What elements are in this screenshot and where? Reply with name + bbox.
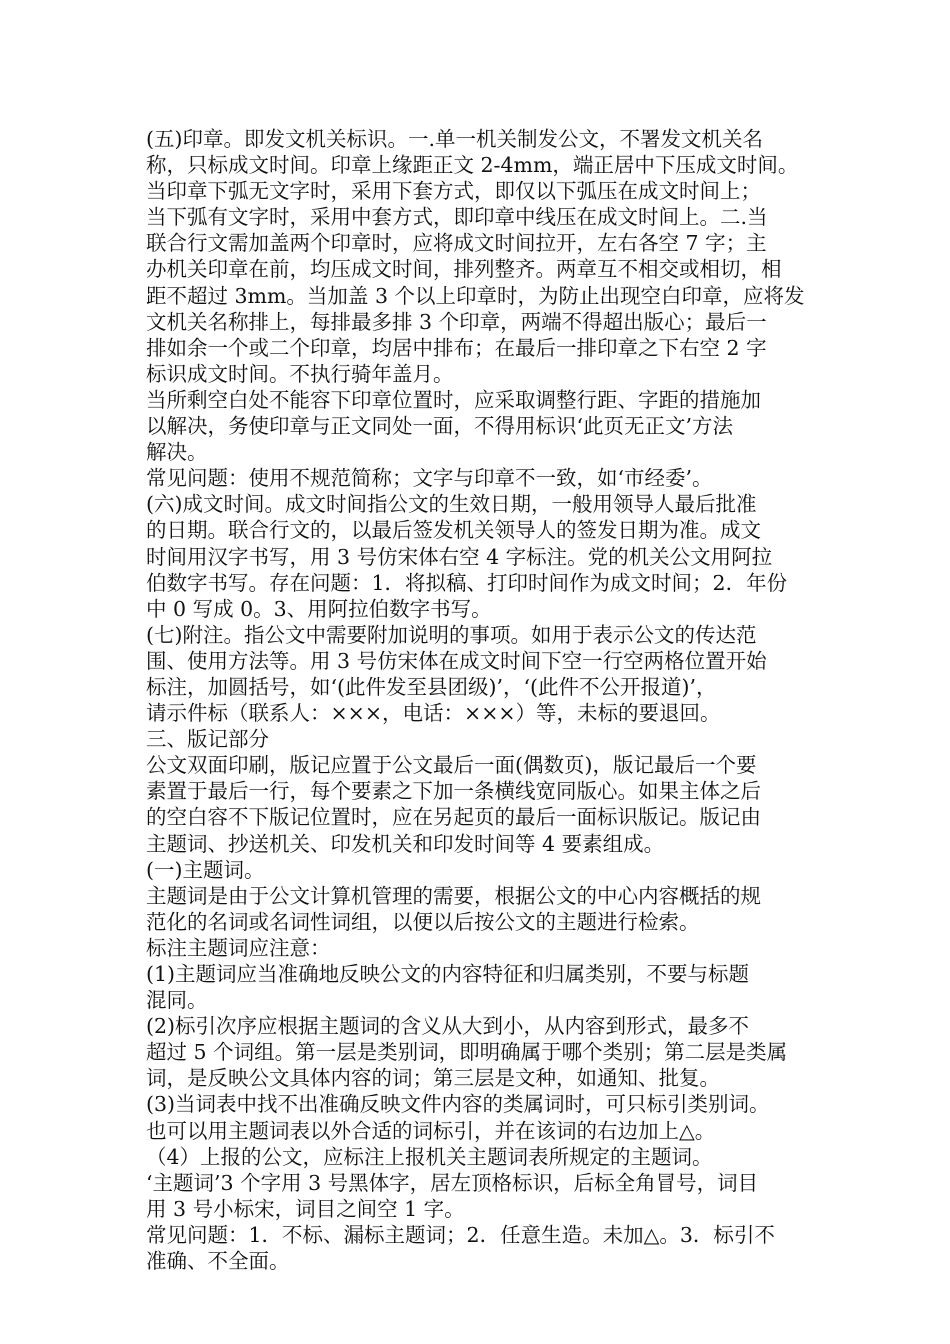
text-line: (七)附注。指公文中需要附加说明的事项。如用于表示公文的传达范 [146, 622, 757, 647]
text-line: 围、使用方法等。用 3 号仿宋体在成文时间下空一行空两格位置开始 [146, 648, 767, 673]
text-line: 办机关印章在前，均压成文时间，排列整齐。两章互不相交或相切，相 [146, 257, 782, 282]
text-line: 混同。 [146, 988, 208, 1013]
text-line: 解决。 [146, 440, 208, 465]
text-line: (3)当词表中找不出准确反映文件内容的类属词时，可只标引类别词。 [146, 1092, 770, 1117]
text-line: 三、版记部分 [146, 727, 269, 752]
text-line: 常见问题：使用不规范简称；文字与印章不一致，如‘市经委’。 [146, 466, 713, 491]
text-line: 主题词、抄送机关、印发机关和印发时间等 4 要素组成。 [146, 831, 665, 856]
text-line: 标注主题词应注意： [146, 935, 331, 960]
text-line: 也可以用主题词表以外合适的词标引，并在该词的右边加上△。 [146, 1118, 716, 1143]
text-line: ‘主题词’3 个字用 3 号黑体字，居左顶格标识，后标全角冒号，词目 [146, 1170, 759, 1195]
text-line: 标识成文时间。不执行骑年盖月。 [146, 361, 454, 386]
text-line: 词，是反映公文具体内容的词；第三层是文种，如通知、批复。 [146, 1066, 720, 1091]
text-line: 当所剩空白处不能容下印章位置时，应采取调整行距、字距的措施加 [146, 387, 761, 412]
text-line: (2)标引次序应根据主题词的含义从大到小，从内容到形式，最多不 [146, 1014, 750, 1039]
text-line: 文机关名称排上，每排最多排 3 个印章，两端不得超出版心；最后一 [146, 309, 767, 334]
text-line: 排如余一个或二个印章，均居中排布；在最后一排印章之下右空 2 字 [146, 335, 767, 360]
text-line: 距不超过 3mm。当加盖 3 个以上印章时，为防止出现空白印章，应将发 [146, 283, 805, 308]
text-line: 时间用汉字书写，用 3 号仿宋体右空 4 字标注。党的机关公文用阿拉 [146, 544, 773, 569]
text-line: 常见问题：1．不标、漏标主题词；2．任意生造。未加△。3．标引不 [146, 1222, 775, 1247]
text-line: 伯数字书写。存在问题：1．将拟稿、打印时间作为成文时间；2．年份 [146, 570, 788, 595]
text-line: 当印章下弧无文字时，采用下套方式，即仅以下弧压在成文时间上； [146, 179, 761, 204]
text-line: 以解决，务使印章与正文同处一面，不得用标识‘此页无正文’方法 [146, 414, 734, 439]
text-line: 素置于最后一行，每个要素之下加一条横线宽同版心。如果主体之后 [146, 779, 761, 804]
text-line: 主题词是由于公文计算机管理的需要，根据公文的中心内容概括的规 [146, 883, 761, 908]
text-line: (1)主题词应当准确地反映公文的内容特征和归属类别，不要与标题 [146, 962, 750, 986]
text-line: 的日期。联合行文的，以最后签发机关领导人的签发日期为准。成文 [146, 518, 761, 543]
text-line: (五)印章。即发文机关标识。一.单一机关制发公文，不署发文机关名 [146, 127, 764, 151]
text-line: 超过 5 个词组。第一层是类别词，即明确属于哪个类别；第二层是类属 [146, 1040, 788, 1065]
text-line: (一)主题词。 [146, 857, 265, 882]
text-line: 当下弧有文字时，采用中套方式，即印章中线压在成文时间上。二.当 [146, 205, 768, 230]
text-line: 请示件标（联系人：×××，电话：×××）等，未标的要退回。 [146, 701, 721, 726]
text-line: 准确、不全面。 [146, 1249, 290, 1274]
text-line: (六)成文时间。成文时间指公文的生效日期，一般用领导人最后批准 [146, 492, 757, 517]
text-line: 标注，加圆括号，如‘(此件发至县团级)’，‘(此件不公开报道)’， [146, 674, 717, 699]
text-line: 公文双面印刷，版记应置于公文最后一面(偶数页)，版记最后一个要 [146, 753, 757, 778]
text-line: 的空白容不下版记位置时，应在另起页的最后一面标识版记。版记由 [146, 805, 761, 830]
text-line: 用 3 号小标宋，词目之间空 1 字。 [146, 1196, 465, 1221]
text-line: 称，只标成文时间。印章上缘距正文 2-4mm，端正居中下压成文时间。 [146, 153, 799, 178]
text-line: 联合行文需加盖两个印章时，应将成文时间拉开，左右各空 7 字；主 [146, 231, 767, 256]
text-line: 范化的名词或名词性词组，以便以后按公文的主题进行检索。 [146, 909, 700, 934]
text-line: 中 0 写成 0。3、用阿拉伯数字书写。 [146, 596, 492, 621]
text-line: （4）上报的公文，应标注上报机关主题词表所规定的主题词。 [146, 1144, 713, 1169]
body-text [146, 126, 826, 1274]
